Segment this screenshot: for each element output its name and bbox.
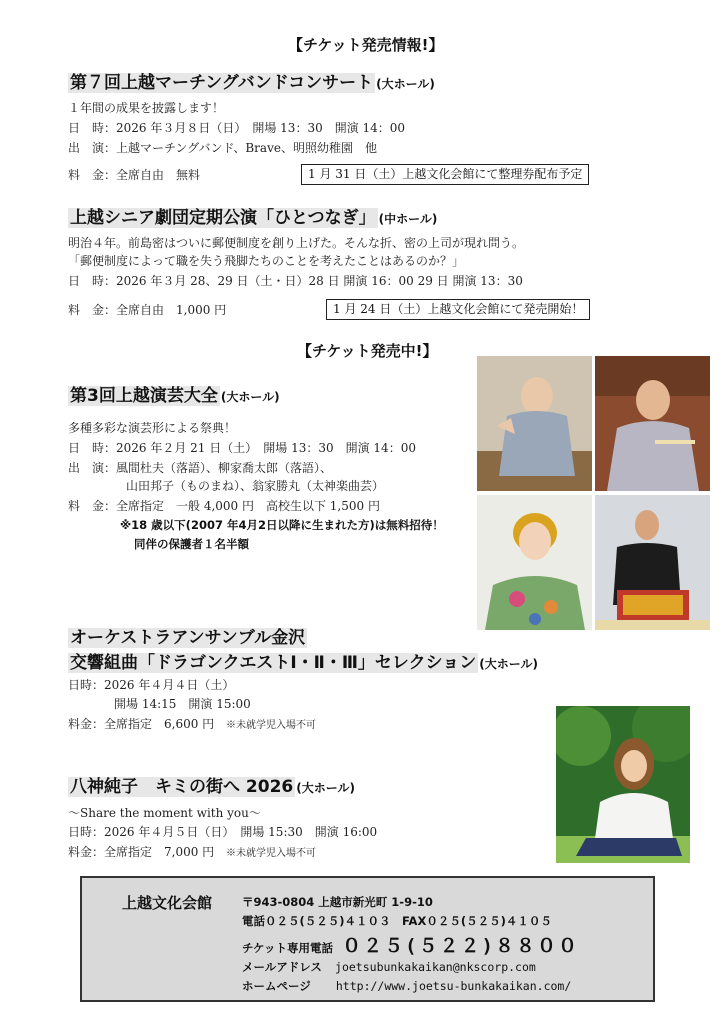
email-label: メールアドレス [242,960,322,974]
event5-subtitle: ～Share the moment with you～ [68,806,261,820]
event1-fee: 料 金：全席自由 無料 [68,168,201,182]
event4-title-1: オーケストラアンサンブル金沢 [70,628,306,648]
event2-hall: (中ホール) [378,212,438,226]
event4-times: 開場 14:15 開演 15:00 [114,697,251,711]
event3-hall: (大ホール) [220,390,280,404]
website-url[interactable]: http://www.joetsu-bunkakaikan.com/ [335,979,572,993]
contact-box [80,876,655,1002]
venue-name: 上越文化会館 [122,894,213,912]
ticket-on-sale-heading: 【チケット発売中!】 [297,342,438,360]
event4-hall: (大ホール) [479,657,538,671]
venue-address: 〒943-0804 上越市新光町 1-9-10 [242,895,433,909]
event5-hall: (大ホール) [296,781,355,795]
venue-phone-fax: 電話０２５(５２５)４１０３ FAX０２５(５２５)４１０５ [242,914,552,928]
event1-note-box: 1 月 31 日（土）上越文化会館にて整理券配布予定 [301,164,589,185]
event4-fee-line [68,715,316,735]
ticket-info-heading: 【チケット発売情報!】 [288,36,444,54]
event4-heading-1 [68,623,307,648]
event5-datetime: 日時：2026 年４月５日（日） 開場 15:30 開演 16:00 [68,825,378,839]
performer-photo-4 [595,495,710,630]
event5-fee-note: ※未就学児入場不可 [226,848,316,859]
event3-desc: 多種多彩な演芸形による祭典！ [68,421,237,435]
event3-fee: 料 金：全席指定 一般 4,000 円 高校生以下 1,500 円 [68,499,380,513]
event2-desc-1: 明治４年。前島密はついに郵便制度を創り上げた。そんな折、密の上司が現れ問う。 [68,236,525,250]
event3-guardian-note: 同伴の保護者１名半額 [134,537,249,551]
event4-heading-2 [68,648,538,673]
event5-artist-photo [556,706,690,863]
event2-desc-2: 「郵便制度によって職を失う飛脚たちのことを考えたことはあるのか？」 [68,254,465,268]
performer-photo-3-image [477,495,592,630]
event2-heading [68,203,437,228]
event1-desc: １年間の成果を披露します！ [68,101,225,115]
event1-datetime: 日 時：2026 年３月８日（日） 開場 13：30 開演 14：00 [68,121,406,135]
event2-fee: 料 金：全席自由 1,000 円 [68,303,227,317]
event5-artist-photo-image [556,706,690,863]
website-label: ホームページ [242,979,311,993]
event3-youth-note: ※18 歳以下(2007 年4月2日以降に生まれた方)は無料招待！ [120,518,444,532]
event2-title: 上越シニア劇団定期公演「ひとつなぎ」 [70,208,376,228]
event5-heading [68,772,355,797]
event3-datetime: 日 時：2026 年２月 21 日（土） 開場 13：30 開演 14：00 [68,441,416,455]
event3-performers-2: 山田邦子（ものまね）、翁家勝丸（太神楽曲芸） [126,479,385,493]
event5-fee-line [68,843,316,863]
website-row [242,975,571,994]
performer-photo-2-image [595,356,710,491]
performer-photo-1-image [477,356,592,491]
performer-photo-1 [477,356,592,491]
performer-photo-2 [595,356,710,491]
event2-datetime: 日 時：2026 年３月 28、29 日（土・日）28 日 開演 16：00 29 日 開演 13：30 [68,274,523,288]
email-row [242,956,536,975]
event1-hall: (大ホール) [376,77,435,91]
event3-title: 第3回上越演芸大全 [70,386,218,406]
performer-photo-3 [477,495,592,630]
ticket-phone-label: チケット専用電話 [242,941,333,955]
ticket-phone-row [242,931,579,958]
event5-title: 八神純子 キミの街へ 2026 [70,777,294,797]
ticket-phone-number: ０２５(５２２)８８００ [342,935,579,957]
event4-datetime: 日時：2026 年４月４日（土） [68,678,235,692]
event1-performers: 出 演：上越マーチングバンド、Brave、明照幼稚園 他 [68,141,377,155]
event4-title-2: 交響組曲「ドラゴンクエストⅠ・Ⅱ・Ⅲ」セレクション [70,653,477,673]
event1-heading [68,68,435,93]
event3-performers-1: 出 演：風間杜夫（落語）、柳家喬太郎（落語）、 [68,461,333,475]
event3-heading [68,381,280,406]
event2-note-box: 1 月 24 日（土）上越文化会館にて発売開始！ [326,299,590,320]
event1-title: 第７回上越マーチングバンドコンサート [70,73,374,93]
event4-fee-note: ※未就学児入場不可 [226,720,316,731]
email-address[interactable]: joetsubunkakaikan@nkscorp.com [335,960,536,974]
event5-fee: 料金：全席指定 7,000 円 [68,845,215,859]
performer-photo-4-image [595,495,710,630]
event4-fee: 料金：全席指定 6,600 円 [68,717,215,731]
